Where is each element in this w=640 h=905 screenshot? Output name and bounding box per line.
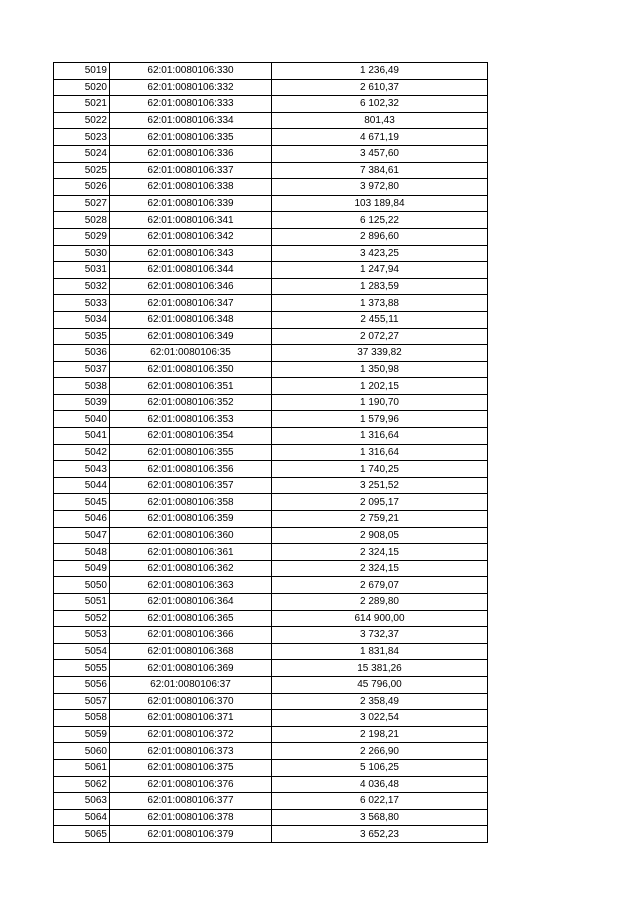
cadastral-number-cell: 62:01:0080106:379 bbox=[110, 826, 272, 843]
area-value-cell: 6 022,17 bbox=[272, 793, 488, 810]
cadastral-number-cell: 62:01:0080106:349 bbox=[110, 328, 272, 345]
row-number-cell: 5055 bbox=[54, 660, 110, 677]
cadastral-number-cell: 62:01:0080106:371 bbox=[110, 710, 272, 727]
table-row bbox=[54, 826, 488, 843]
row-number-cell: 5048 bbox=[54, 544, 110, 561]
table-row bbox=[54, 361, 488, 378]
area-value-cell: 2 455,11 bbox=[272, 311, 488, 328]
cadastral-number-cell: 62:01:0080106:351 bbox=[110, 378, 272, 395]
area-value-cell: 2 289,80 bbox=[272, 594, 488, 611]
cadastral-number-cell: 62:01:0080106:361 bbox=[110, 544, 272, 561]
cadastral-number-cell: 62:01:0080106:364 bbox=[110, 594, 272, 611]
table-row bbox=[54, 278, 488, 295]
row-number-cell: 5023 bbox=[54, 129, 110, 146]
cadastral-number-cell: 62:01:0080106:338 bbox=[110, 179, 272, 196]
table-row bbox=[54, 726, 488, 743]
table-row bbox=[54, 63, 488, 80]
area-value-cell: 3 251,52 bbox=[272, 477, 488, 494]
table-row bbox=[54, 577, 488, 594]
cadastral-number-cell: 62:01:0080106:336 bbox=[110, 145, 272, 162]
area-value-cell: 2 679,07 bbox=[272, 577, 488, 594]
cadastral-number-cell: 62:01:0080106:378 bbox=[110, 809, 272, 826]
cadastral-number-cell: 62:01:0080106:368 bbox=[110, 643, 272, 660]
cadastral-number-cell: 62:01:0080106:332 bbox=[110, 79, 272, 96]
cadastral-number-cell: 62:01:0080106:372 bbox=[110, 726, 272, 743]
area-value-cell: 1 831,84 bbox=[272, 643, 488, 660]
row-number-cell: 5046 bbox=[54, 511, 110, 528]
row-number-cell: 5033 bbox=[54, 295, 110, 312]
table-row bbox=[54, 145, 488, 162]
row-number-cell: 5030 bbox=[54, 245, 110, 262]
table-row bbox=[54, 228, 488, 245]
area-value-cell: 3 732,37 bbox=[272, 627, 488, 644]
area-value-cell: 2 358,49 bbox=[272, 693, 488, 710]
area-value-cell: 1 316,64 bbox=[272, 444, 488, 461]
row-number-cell: 5031 bbox=[54, 262, 110, 279]
table-row bbox=[54, 594, 488, 611]
row-number-cell: 5035 bbox=[54, 328, 110, 345]
table-row bbox=[54, 809, 488, 826]
table-row bbox=[54, 759, 488, 776]
row-number-cell: 5057 bbox=[54, 693, 110, 710]
table-row bbox=[54, 129, 488, 146]
table-row bbox=[54, 444, 488, 461]
area-value-cell: 2 266,90 bbox=[272, 743, 488, 760]
area-value-cell: 103 189,84 bbox=[272, 195, 488, 212]
table-row bbox=[54, 295, 488, 312]
cadastral-number-cell: 62:01:0080106:357 bbox=[110, 477, 272, 494]
row-number-cell: 5039 bbox=[54, 394, 110, 411]
area-value-cell: 1 283,59 bbox=[272, 278, 488, 295]
cadastral-number-cell: 62:01:0080106:377 bbox=[110, 793, 272, 810]
area-value-cell: 5 106,25 bbox=[272, 759, 488, 776]
area-value-cell: 2 072,27 bbox=[272, 328, 488, 345]
row-number-cell: 5061 bbox=[54, 759, 110, 776]
area-value-cell: 37 339,82 bbox=[272, 345, 488, 362]
row-number-cell: 5026 bbox=[54, 179, 110, 196]
table-row bbox=[54, 710, 488, 727]
area-value-cell: 801,43 bbox=[272, 112, 488, 129]
row-number-cell: 5025 bbox=[54, 162, 110, 179]
table-row bbox=[54, 793, 488, 810]
row-number-cell: 5058 bbox=[54, 710, 110, 727]
area-value-cell: 1 740,25 bbox=[272, 461, 488, 478]
row-number-cell: 5052 bbox=[54, 610, 110, 627]
row-number-cell: 5037 bbox=[54, 361, 110, 378]
cadastral-number-cell: 62:01:0080106:335 bbox=[110, 129, 272, 146]
row-number-cell: 5041 bbox=[54, 428, 110, 445]
row-number-cell: 5024 bbox=[54, 145, 110, 162]
cadastral-number-cell: 62:01:0080106:369 bbox=[110, 660, 272, 677]
row-number-cell: 5042 bbox=[54, 444, 110, 461]
area-value-cell: 1 350,98 bbox=[272, 361, 488, 378]
table-row bbox=[54, 179, 488, 196]
table-row bbox=[54, 394, 488, 411]
row-number-cell: 5040 bbox=[54, 411, 110, 428]
row-number-cell: 5051 bbox=[54, 594, 110, 611]
area-value-cell: 2 198,21 bbox=[272, 726, 488, 743]
area-value-cell: 45 796,00 bbox=[272, 676, 488, 693]
cadastral-number-cell: 62:01:0080106:354 bbox=[110, 428, 272, 445]
row-number-cell: 5034 bbox=[54, 311, 110, 328]
row-number-cell: 5053 bbox=[54, 627, 110, 644]
table-row bbox=[54, 511, 488, 528]
area-value-cell: 15 381,26 bbox=[272, 660, 488, 677]
row-number-cell: 5060 bbox=[54, 743, 110, 760]
table-row bbox=[54, 328, 488, 345]
area-value-cell: 1 202,15 bbox=[272, 378, 488, 395]
cadastral-number-cell: 62:01:0080106:346 bbox=[110, 278, 272, 295]
table-row bbox=[54, 212, 488, 229]
parcel-table bbox=[53, 62, 488, 843]
table-row bbox=[54, 743, 488, 760]
area-value-cell: 3 022,54 bbox=[272, 710, 488, 727]
cadastral-number-cell: 62:01:0080106:376 bbox=[110, 776, 272, 793]
row-number-cell: 5047 bbox=[54, 527, 110, 544]
row-number-cell: 5028 bbox=[54, 212, 110, 229]
cadastral-number-cell: 62:01:0080106:348 bbox=[110, 311, 272, 328]
cadastral-number-cell: 62:01:0080106:350 bbox=[110, 361, 272, 378]
row-number-cell: 5049 bbox=[54, 560, 110, 577]
area-value-cell: 2 095,17 bbox=[272, 494, 488, 511]
table-row bbox=[54, 262, 488, 279]
area-value-cell: 3 423,25 bbox=[272, 245, 488, 262]
table-row bbox=[54, 79, 488, 96]
area-value-cell: 614 900,00 bbox=[272, 610, 488, 627]
row-number-cell: 5056 bbox=[54, 676, 110, 693]
table-row bbox=[54, 643, 488, 660]
table-row bbox=[54, 112, 488, 129]
table-row bbox=[54, 627, 488, 644]
table-row bbox=[54, 560, 488, 577]
row-number-cell: 5029 bbox=[54, 228, 110, 245]
table-row bbox=[54, 693, 488, 710]
cadastral-number-cell: 62:01:0080106:330 bbox=[110, 63, 272, 80]
area-value-cell: 1 236,49 bbox=[272, 63, 488, 80]
cadastral-number-cell: 62:01:0080106:37 bbox=[110, 676, 272, 693]
cadastral-number-cell: 62:01:0080106:360 bbox=[110, 527, 272, 544]
table-row bbox=[54, 311, 488, 328]
table-row bbox=[54, 195, 488, 212]
row-number-cell: 5045 bbox=[54, 494, 110, 511]
cadastral-number-cell: 62:01:0080106:356 bbox=[110, 461, 272, 478]
area-value-cell: 2 759,21 bbox=[272, 511, 488, 528]
cadastral-number-cell: 62:01:0080106:333 bbox=[110, 96, 272, 113]
row-number-cell: 5044 bbox=[54, 477, 110, 494]
cadastral-number-cell: 62:01:0080106:373 bbox=[110, 743, 272, 760]
area-value-cell: 2 908,05 bbox=[272, 527, 488, 544]
area-value-cell: 1 247,94 bbox=[272, 262, 488, 279]
row-number-cell: 5064 bbox=[54, 809, 110, 826]
area-value-cell: 2 610,37 bbox=[272, 79, 488, 96]
table-row bbox=[54, 345, 488, 362]
table-row bbox=[54, 776, 488, 793]
row-number-cell: 5038 bbox=[54, 378, 110, 395]
area-value-cell: 3 652,23 bbox=[272, 826, 488, 843]
table-row bbox=[54, 676, 488, 693]
cadastral-number-cell: 62:01:0080106:353 bbox=[110, 411, 272, 428]
area-value-cell: 6 125,22 bbox=[272, 212, 488, 229]
area-value-cell: 2 896,60 bbox=[272, 228, 488, 245]
row-number-cell: 5063 bbox=[54, 793, 110, 810]
parcel-table-body bbox=[54, 63, 488, 843]
area-value-cell: 4 036,48 bbox=[272, 776, 488, 793]
row-number-cell: 5036 bbox=[54, 345, 110, 362]
row-number-cell: 5022 bbox=[54, 112, 110, 129]
cadastral-number-cell: 62:01:0080106:347 bbox=[110, 295, 272, 312]
area-value-cell: 1 373,88 bbox=[272, 295, 488, 312]
row-number-cell: 5050 bbox=[54, 577, 110, 594]
table-row bbox=[54, 245, 488, 262]
cadastral-number-cell: 62:01:0080106:370 bbox=[110, 693, 272, 710]
area-value-cell: 4 671,19 bbox=[272, 129, 488, 146]
area-value-cell: 1 316,64 bbox=[272, 428, 488, 445]
cadastral-number-cell: 62:01:0080106:359 bbox=[110, 511, 272, 528]
area-value-cell: 3 972,80 bbox=[272, 179, 488, 196]
cadastral-number-cell: 62:01:0080106:35 bbox=[110, 345, 272, 362]
cadastral-number-cell: 62:01:0080106:334 bbox=[110, 112, 272, 129]
table-row bbox=[54, 544, 488, 561]
cadastral-number-cell: 62:01:0080106:341 bbox=[110, 212, 272, 229]
table-row bbox=[54, 378, 488, 395]
table-row bbox=[54, 461, 488, 478]
table-row bbox=[54, 610, 488, 627]
area-value-cell: 6 102,32 bbox=[272, 96, 488, 113]
cadastral-number-cell: 62:01:0080106:355 bbox=[110, 444, 272, 461]
area-value-cell: 3 457,60 bbox=[272, 145, 488, 162]
row-number-cell: 5032 bbox=[54, 278, 110, 295]
area-value-cell: 7 384,61 bbox=[272, 162, 488, 179]
cadastral-number-cell: 62:01:0080106:339 bbox=[110, 195, 272, 212]
cadastral-number-cell: 62:01:0080106:343 bbox=[110, 245, 272, 262]
area-value-cell: 1 579,96 bbox=[272, 411, 488, 428]
table-row bbox=[54, 494, 488, 511]
row-number-cell: 5059 bbox=[54, 726, 110, 743]
area-value-cell: 2 324,15 bbox=[272, 544, 488, 561]
cadastral-number-cell: 62:01:0080106:337 bbox=[110, 162, 272, 179]
row-number-cell: 5020 bbox=[54, 79, 110, 96]
row-number-cell: 5019 bbox=[54, 63, 110, 80]
table-row bbox=[54, 162, 488, 179]
table-row bbox=[54, 477, 488, 494]
area-value-cell: 2 324,15 bbox=[272, 560, 488, 577]
table-row bbox=[54, 96, 488, 113]
table-row bbox=[54, 660, 488, 677]
table-row bbox=[54, 527, 488, 544]
row-number-cell: 5043 bbox=[54, 461, 110, 478]
area-value-cell: 3 568,80 bbox=[272, 809, 488, 826]
area-value-cell: 1 190,70 bbox=[272, 394, 488, 411]
table-row bbox=[54, 411, 488, 428]
cadastral-number-cell: 62:01:0080106:344 bbox=[110, 262, 272, 279]
cadastral-number-cell: 62:01:0080106:352 bbox=[110, 394, 272, 411]
row-number-cell: 5062 bbox=[54, 776, 110, 793]
cadastral-number-cell: 62:01:0080106:363 bbox=[110, 577, 272, 594]
row-number-cell: 5021 bbox=[54, 96, 110, 113]
row-number-cell: 5054 bbox=[54, 643, 110, 660]
cadastral-number-cell: 62:01:0080106:362 bbox=[110, 560, 272, 577]
table-row bbox=[54, 428, 488, 445]
cadastral-number-cell: 62:01:0080106:358 bbox=[110, 494, 272, 511]
cadastral-number-cell: 62:01:0080106:342 bbox=[110, 228, 272, 245]
row-number-cell: 5065 bbox=[54, 826, 110, 843]
cadastral-number-cell: 62:01:0080106:366 bbox=[110, 627, 272, 644]
row-number-cell: 5027 bbox=[54, 195, 110, 212]
cadastral-number-cell: 62:01:0080106:365 bbox=[110, 610, 272, 627]
cadastral-number-cell: 62:01:0080106:375 bbox=[110, 759, 272, 776]
